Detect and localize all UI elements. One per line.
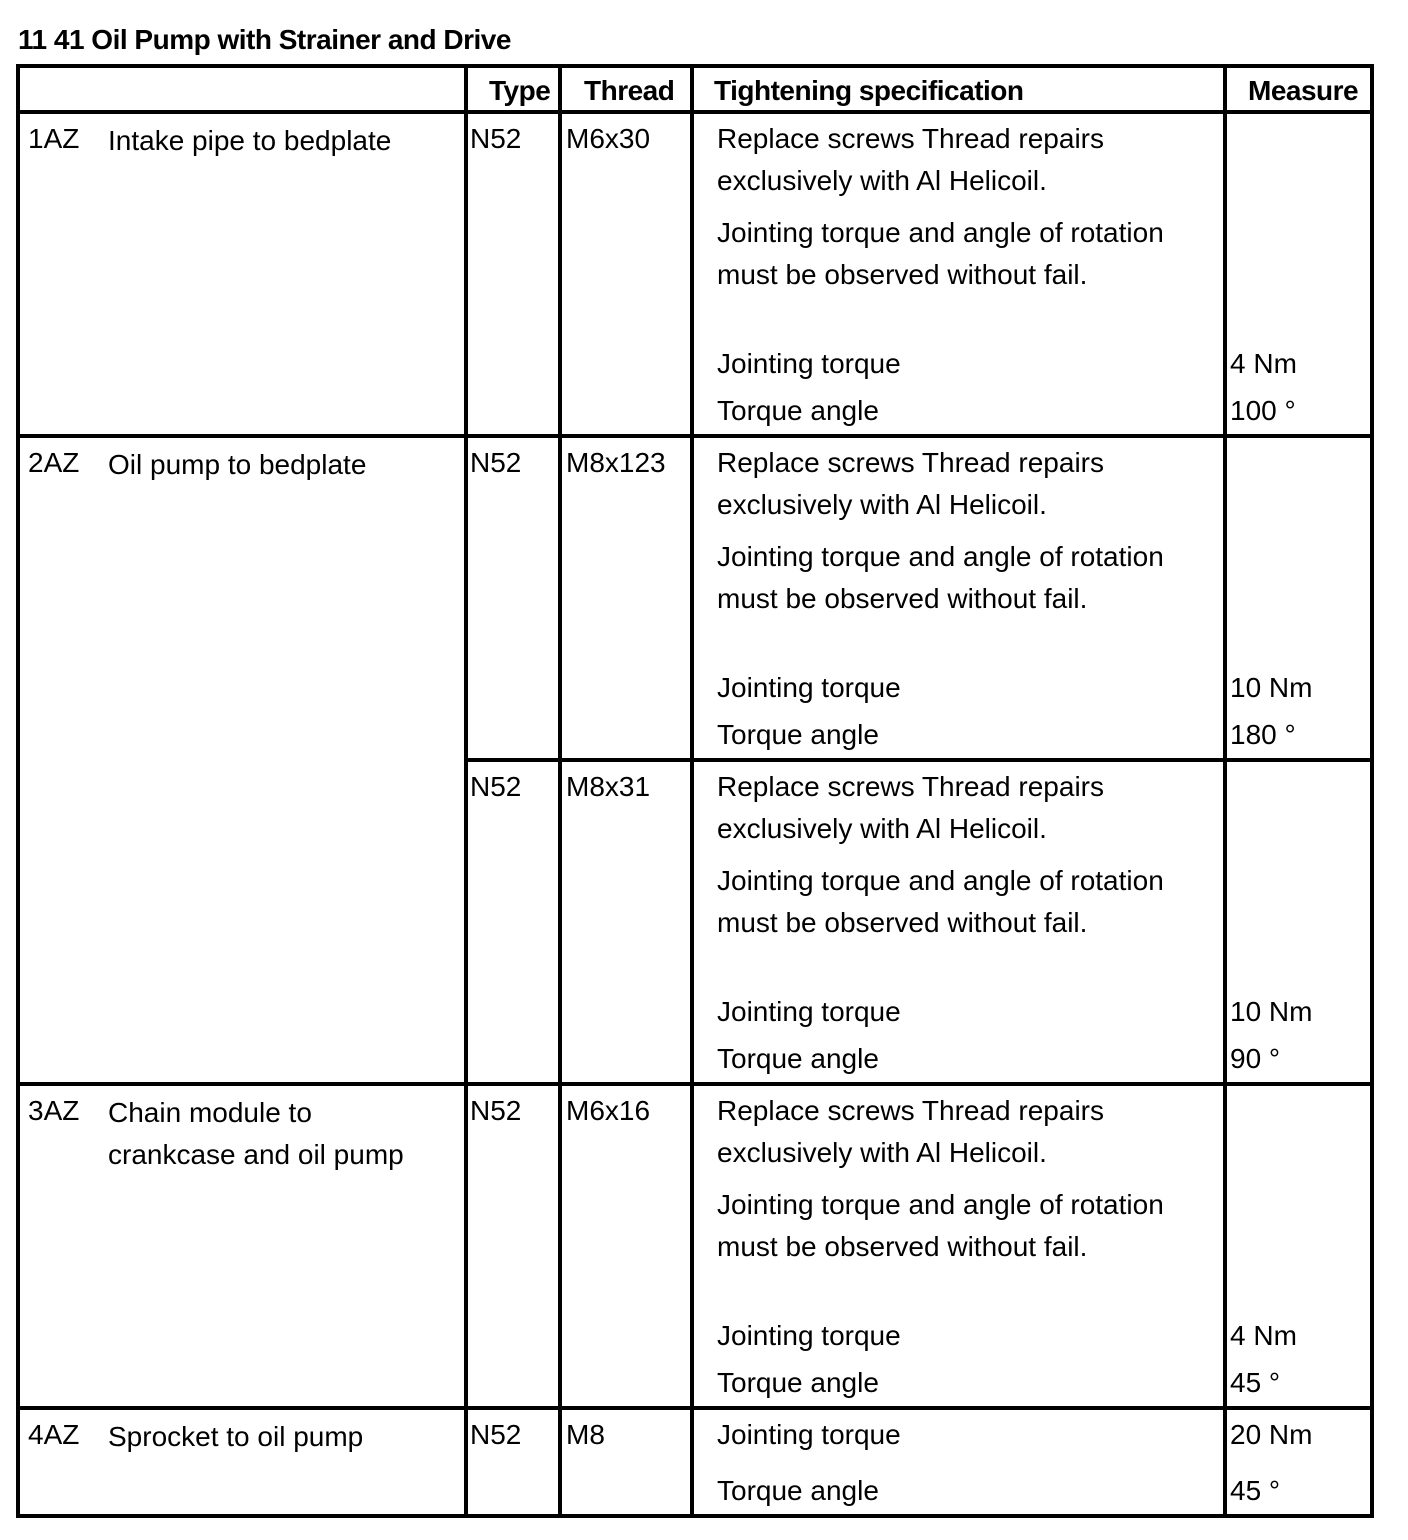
spec-torque-angle: Torque angle: [717, 1367, 879, 1398]
row-thread: M8: [566, 1419, 605, 1450]
measure-torque: 10 Nm: [1230, 996, 1313, 1027]
table-rule: [16, 1082, 1374, 1086]
spec-note-replace: Replace screws Thread repairs exclusively with Al Helicoil.: [717, 1095, 1104, 1168]
row-thread: M8x123: [566, 447, 666, 478]
measure-angle: 100 °: [1230, 395, 1296, 426]
table-rule: [558, 64, 562, 1518]
row-type: N52: [470, 1419, 522, 1450]
spec-note-jointing: Jointing torque and angle of rotation must be observed without fail.: [717, 541, 1164, 614]
table-rule: [16, 64, 20, 1518]
spec-jointing-torque: Jointing torque: [717, 996, 901, 1027]
spec-jointing-torque: Jointing torque: [717, 672, 901, 703]
row-description: Oil pump to bedplate: [108, 449, 367, 480]
row-type: N52: [470, 123, 522, 154]
page-title: 11 41 Oil Pump with Strainer and Drive: [18, 24, 511, 55]
spec-note-replace: Replace screws Thread repairs exclusively with Al Helicoil.: [717, 447, 1104, 520]
spec-torque-angle: Torque angle: [717, 719, 879, 750]
table-rule: [464, 64, 468, 1518]
row-type: N52: [470, 447, 522, 478]
spec-torque-angle: Torque angle: [717, 1475, 879, 1506]
row-description: Sprocket to oil pump: [108, 1421, 364, 1452]
row-thread: M8x31: [566, 771, 651, 802]
header-spec: Tightening specification: [714, 75, 1024, 106]
header-type: Type: [489, 75, 551, 106]
row-type: N52: [470, 771, 522, 802]
table-rule: [16, 1406, 1374, 1410]
table-rule: [16, 1514, 1374, 1518]
table-rule: [16, 434, 1374, 438]
row-code: 2AZ: [28, 447, 80, 478]
measure-torque: 10 Nm: [1230, 672, 1313, 703]
header-measure: Measure: [1248, 75, 1359, 106]
table-rule: [16, 64, 1374, 68]
spec-jointing-torque: Jointing torque: [717, 1320, 901, 1351]
spec-jointing-torque: Jointing torque: [717, 348, 901, 379]
table-rule: [16, 110, 1374, 114]
row-description: Chain module to crankcase and oil pump: [108, 1097, 404, 1170]
table-rule: [690, 64, 694, 1518]
measure-angle: 180 °: [1230, 719, 1296, 750]
row-type: N52: [470, 1095, 522, 1126]
spec-torque-angle: Torque angle: [717, 1043, 879, 1074]
header-thread: Thread: [584, 75, 675, 106]
table-rule: [464, 758, 1374, 762]
table-rule: [1370, 64, 1374, 1518]
spec-note-jointing: Jointing torque and angle of rotation must be observed without fail.: [717, 217, 1164, 290]
measure-angle: 45 °: [1230, 1475, 1281, 1506]
spec-note-jointing: Jointing torque and angle of rotation must be observed without fail.: [717, 1189, 1164, 1262]
measure-torque: 4 Nm: [1230, 1320, 1297, 1351]
row-code: 4AZ: [28, 1419, 80, 1450]
spec-jointing-torque: Jointing torque: [717, 1419, 901, 1450]
measure-angle: 90 °: [1230, 1043, 1281, 1074]
row-description: Intake pipe to bedplate: [108, 125, 392, 156]
table-rule: [1223, 64, 1227, 1518]
row-code: 1AZ: [28, 123, 80, 154]
spec-note-replace: Replace screws Thread repairs exclusively with Al Helicoil.: [717, 771, 1104, 844]
measure-angle: 45 °: [1230, 1367, 1281, 1398]
row-thread: M6x30: [566, 123, 651, 154]
spec-torque-angle: Torque angle: [717, 395, 879, 426]
row-code: 3AZ: [28, 1095, 80, 1126]
measure-torque: 4 Nm: [1230, 348, 1297, 379]
spec-note-jointing: Jointing torque and angle of rotation must be observed without fail.: [717, 865, 1164, 938]
measure-torque: 20 Nm: [1230, 1419, 1313, 1450]
row-thread: M6x16: [566, 1095, 651, 1126]
spec-note-replace: Replace screws Thread repairs exclusively with Al Helicoil.: [717, 123, 1104, 196]
